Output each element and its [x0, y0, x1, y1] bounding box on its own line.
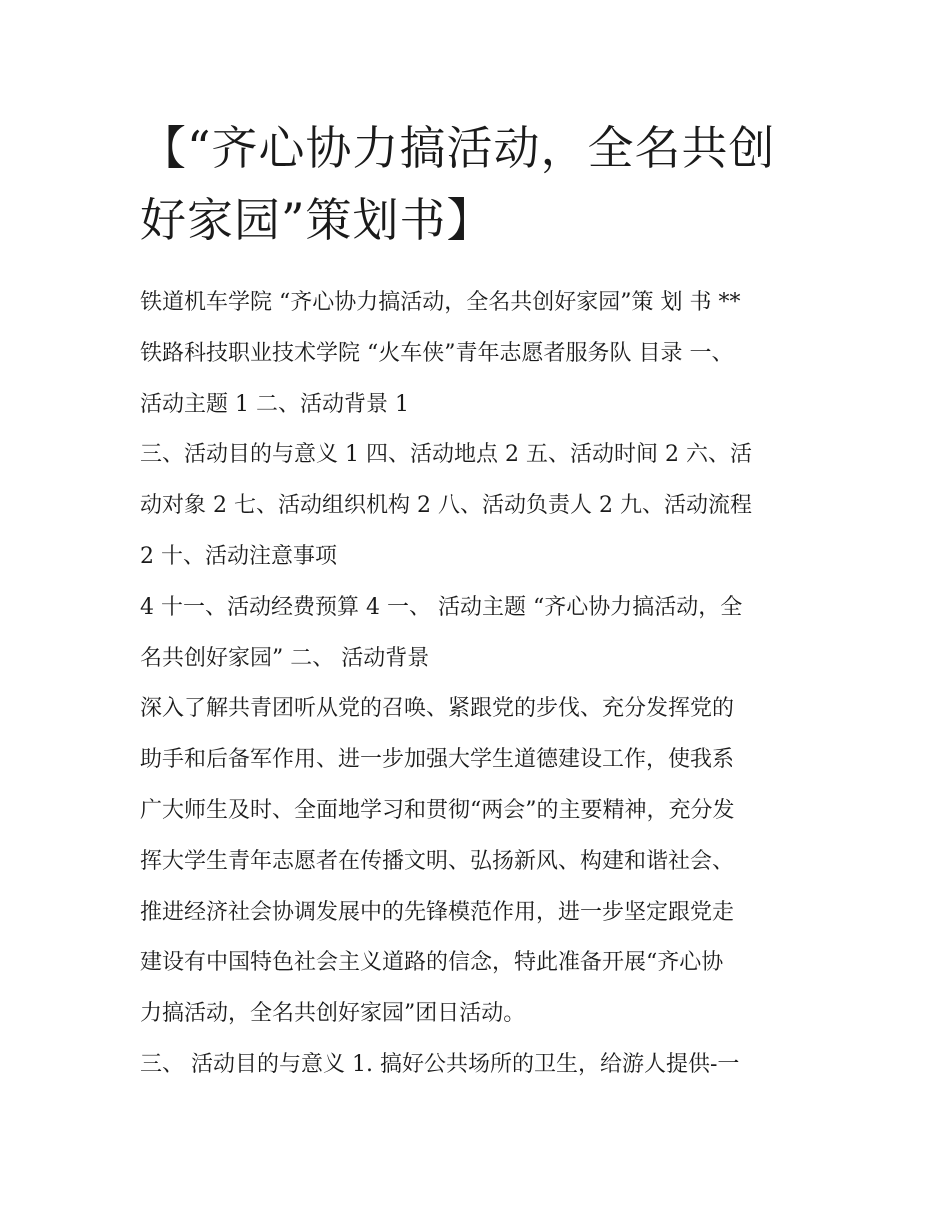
- paragraph-table-of-contents-intro: [140, 278, 820, 430]
- text-line: 铁路科技职业技术学院 “火车侠”青年志愿者服务队 目录 一、: [140, 340, 734, 366]
- paragraph-activity-purpose: [140, 1040, 820, 1091]
- paragraph-table-of-contents: [140, 430, 820, 582]
- text-line: 三、 活动目的与意义 1. 搞好公共场所的卫生，给游人提供-一: [140, 1051, 740, 1077]
- paragraph-activity-background: [140, 684, 820, 1040]
- text-line: 广大师生及时、全面地学习和贯彻“两会”的主要精神，充分发: [140, 797, 735, 823]
- document-body: [140, 278, 820, 1091]
- text-line: 力搞活动，全名共创好家园”团日活动。: [140, 1001, 526, 1027]
- title-line: 好家园”策划书】: [140, 193, 494, 247]
- text-line: 活动主题 1 二、活动背景 1: [140, 391, 409, 417]
- text-line: 建设有中国特色社会主义道路的信念，特此准备开展“齐心协: [140, 950, 724, 976]
- text-line: 名共创好家园” 二、 活动背景: [140, 645, 430, 671]
- paragraph-activity-theme: [140, 583, 820, 685]
- text-line: 助手和后备军作用、进一步加强大学生道德建设工作，使我系: [140, 747, 735, 773]
- text-line: 推进经济社会协调发展中的先锋模范作用，进一步坚定跟党走: [140, 899, 735, 925]
- text-line: 三、活动目的与意义 1 四、活动地点 2 五、活动时间 2 六、活: [140, 442, 752, 468]
- text-line: 4 十一、活动经费预算 4 一、 活动主题 “齐心协力搞活动，全: [140, 594, 743, 620]
- title-line: 【“齐心协力搞活动，全名共创: [140, 121, 776, 175]
- text-line: 挥大学生青年志愿者在传播文明、弘扬新风、构建和谐社会、: [140, 848, 735, 874]
- text-line: 2 十、活动注意事项: [140, 543, 337, 569]
- text-line: 深入了解共青团听从党的召唤、紧跟党的步伐、充分发挥党的: [140, 696, 735, 722]
- text-line: 动对象 2 七、活动组织机构 2 八、活动负责人 2 九、活动流程: [140, 493, 752, 519]
- text-line: 铁道机车学院 “齐心协力搞活动，全名共创好家园”策 划 书 **: [140, 290, 741, 315]
- document-title: [140, 112, 820, 256]
